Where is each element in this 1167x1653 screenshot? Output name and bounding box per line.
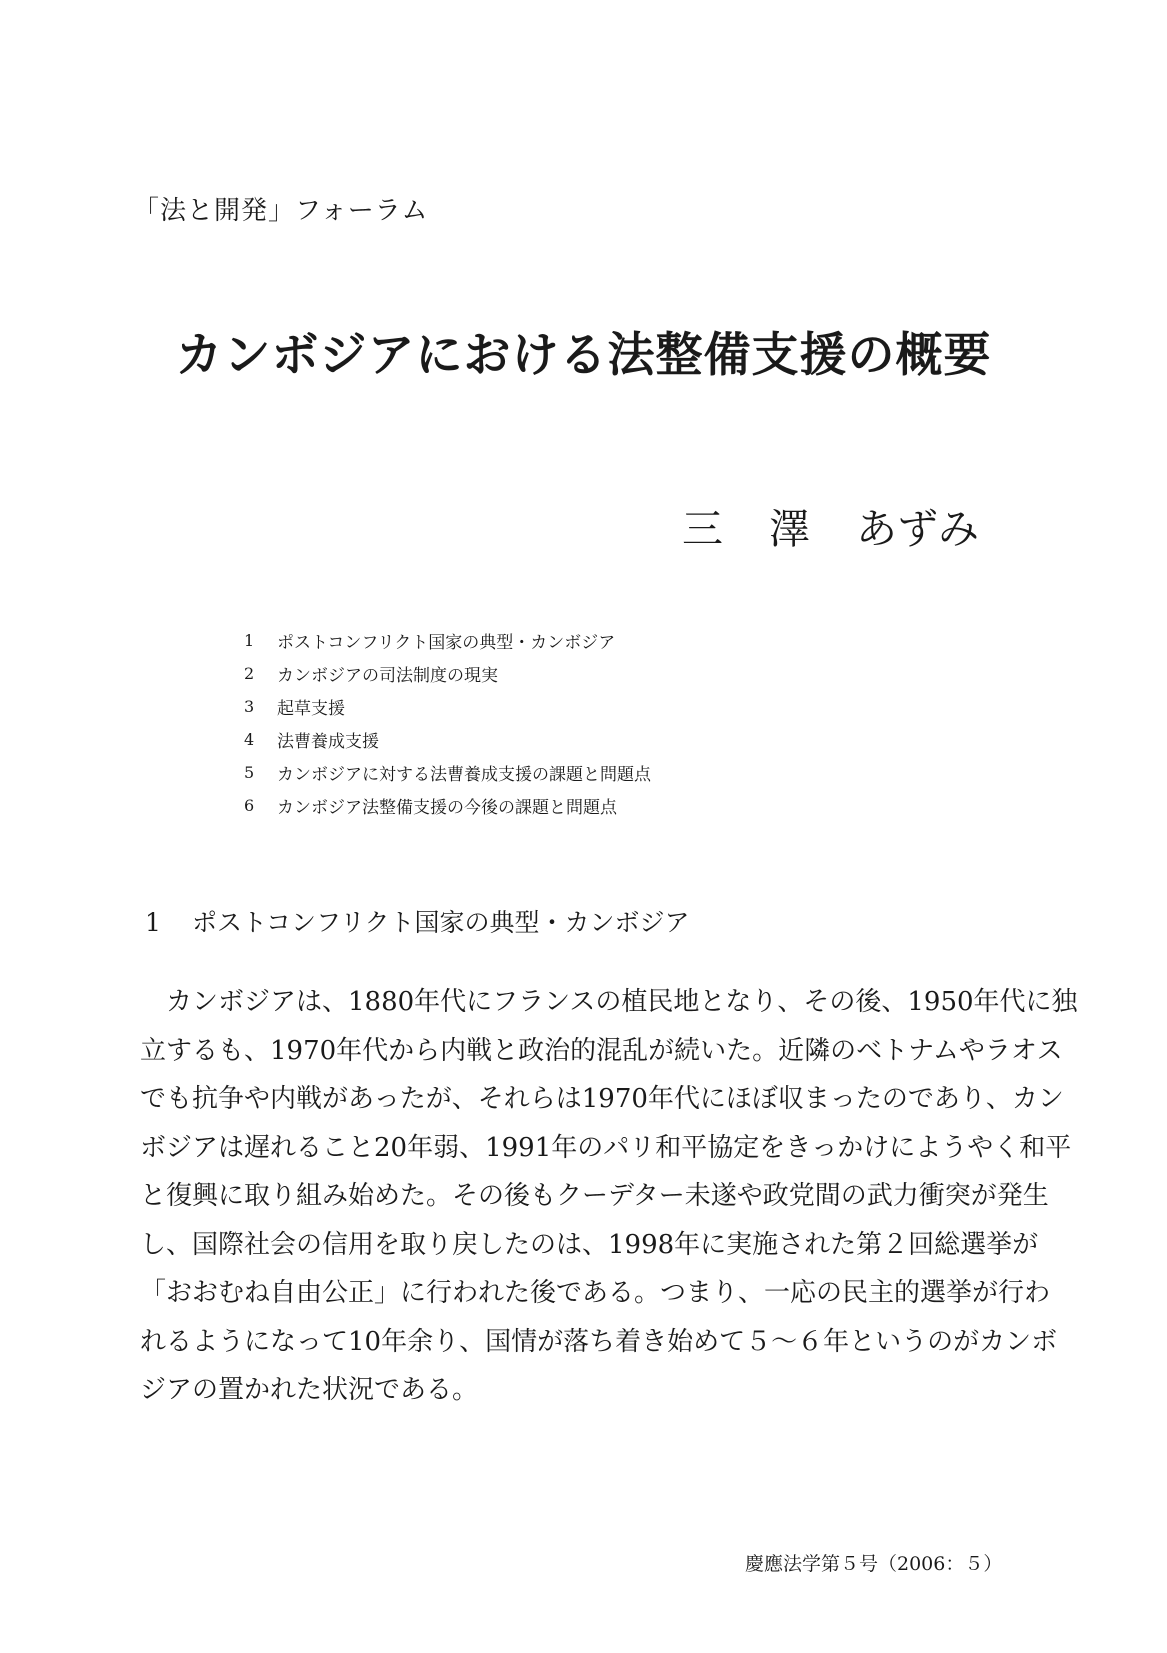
- toc-item-number: 5: [244, 763, 255, 782]
- toc-item-number: 3: [244, 697, 255, 716]
- toc-item-text: カンボジアの司法制度の現実: [277, 666, 498, 686]
- author-family-name-1: 三: [682, 505, 723, 553]
- toc-item: [244, 624, 651, 657]
- toc-item-text: ポストコンフリクト国家の典型・カンボジア: [277, 633, 616, 653]
- series-label: 「法と開発」フォーラム: [133, 196, 429, 226]
- paragraph-line: でも抗争や内戦があったが、それらは1970年代にほぼ収まったのであり、カン: [140, 1084, 1064, 1114]
- toc-item-text: 法曹養成支援: [277, 732, 379, 752]
- author-name: [682, 496, 979, 555]
- toc-item: [244, 690, 651, 723]
- paragraph-line: し、国際社会の信用を取り戻したのは、1998年に実施された第２回総選挙が: [140, 1229, 1039, 1260]
- paragraph-line: ジアの置かれた状況である。: [140, 1375, 479, 1405]
- author-family-name-2: 澤: [769, 505, 810, 553]
- toc-item: [244, 756, 651, 789]
- toc-item: [244, 657, 651, 690]
- toc-item-text: カンボジア法整備支援の今後の課題と問題点: [277, 798, 617, 818]
- paragraph-line: カンボジアは、1880年代にフランスの植民地となり、その後、1950年代に独: [166, 987, 1078, 1017]
- journal-citation-footer: 慶應法学第５号（2006：５）: [745, 1553, 1003, 1575]
- toc-item: [244, 789, 651, 822]
- section-heading: [145, 903, 690, 939]
- paragraph-line: れるようになって10年余り、国情が落ち着き始めて５～６年というのがカンボ: [140, 1326, 1058, 1357]
- table-of-contents: [244, 624, 651, 822]
- toc-item-text: 起草支援: [277, 699, 345, 719]
- toc-item-number: 1: [244, 631, 255, 650]
- paragraph-line: 「おおむね自由公正」に行われた後である。つまり、一応の民主的選挙が行わ: [140, 1278, 1051, 1308]
- section-number: 1: [145, 908, 161, 937]
- toc-item-number: 4: [244, 730, 255, 749]
- body-paragraph: [140, 978, 1078, 1415]
- article-title: カンボジアにおける法整備支援の概要: [175, 328, 992, 383]
- paragraph-line: と復興に取り組み始めた。その後もクーデター未遂や政党間の武力衝突が発生: [140, 1181, 1049, 1211]
- toc-item-number: 2: [244, 664, 255, 683]
- toc-item-text: カンボジアに対する法曹養成支援の課題と問題点: [277, 765, 651, 785]
- toc-item: [244, 723, 651, 756]
- paragraph-line: ボジアは遅れること20年弱、1991年のパリ和平協定をきっかけにようやく和平: [140, 1132, 1072, 1163]
- paragraph-line: 立するも、1970年代から内戦と政治的混乱が続いた。近隣のベトナムやラオス: [140, 1035, 1063, 1066]
- toc-item-number: 6: [244, 796, 255, 815]
- section-title: ポストコンフリクト国家の典型・カンボジア: [192, 908, 690, 937]
- author-given-name: あずみ: [856, 505, 979, 553]
